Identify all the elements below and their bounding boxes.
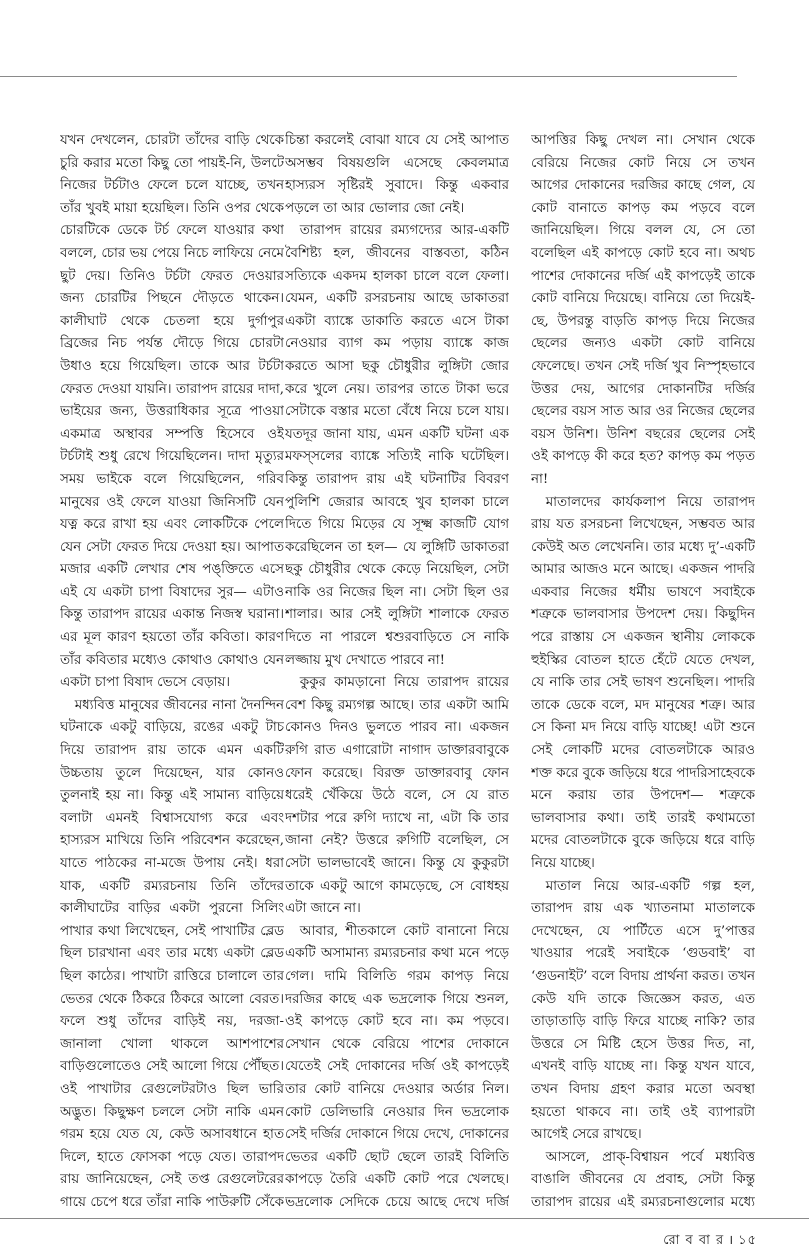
paragraph: যখন দেখলেন, চোরটা তাঁদের বাড়ি থেকে চুরি করার মতো কিছু তো পায়ই-নি, উলটে নিজের টর্চটাও ফেলে চলে যাচ্ছে, তখন তাঁর খুবই মায়া হয়েছিল। তিনি ওপর থেকে চোরটিকে ডেকে টর্চ ফেলে যাওয়ার কথা বললে, চোর ভয় পেয়ে নিচে লাফিয়ে নেমে ছুট দেয়। তিনিও টর্চটা ফেরত দেওয়ার জন্য চোরটির পিছনে দৌড়তে থাকেন। কালীঘাট থেকে চেতলা হয়ে দুর্গাপুর ব্রিজের নিচ পর্যন্ত দৌড়ে গিয়ে চোরটা উধাও হয়ে গিয়েছিল। তাকে আর টর্চটা ফেরত দেওয়া যায়নি। তারাপদ রায়ের দাদা, ভাইয়ের জন্য, উত্তরাধিকার সূত্রে পাওয়া একমাত্র অস্থাবর সম্পত্তি হিসেবে ওই টর্চটাই শুধু রেখে গিয়েছিলেন। দাদা মৃত্যুর সময় ভাইকে বলে গিয়েছিলেন, গরিব মানুষের ওই ফেলে যাওয়া জিনিসটি যেন যত্ন করে রাখা হয় এবং লোকটিকে পেলে যেন সেটা ফেরত দিয়ে দেওয়া হয়। আপাত মজার একটি লেখার শেষ পঙ্‌ক্তিতে এসে এই যে একটা চাপা বিষাদের সুর— এটাও কিন্তু তারাপদ রায়ের একান্ত নিজস্ব ঘরানা। এর মূল কারণ হয়তো তাঁর কবিতা। কারণ তাঁর কবিতার মধ্যেও কোথাও কোথাও যেন একটা চাপা বিষাদ ভেসে বেড়ায়। [60,133,284,691]
text-column-3 [531,130,755,1210]
text-column-1 [60,130,284,1210]
bottom-rule [0,1218,809,1219]
page-footer [663,1230,757,1252]
page-number: ১৫ [738,1233,757,1248]
paragraph: চিন্তা করলেই বোঝা যাবে যে সেই আপাত অসম্ভব বিষয়গুলি এসেছে কেবলমাত্র হাস্যরস সৃষ্টিরই সুবাদে। কিন্তু একবার পড়লে তা আর ভোলার জো নেই। [285,133,509,216]
paragraph: তারাপদ রায়ের রম্যগদ্যের আর-একটি বৈশিষ্ট্য হল, জীবনের বাস্তবতা, কঠিন সত্যিকে একদম হালকা চালে বলে ফেলা। যেমন, একটি রসরচনায় আছে ডাকাতরা একটা ব্যাঙ্কে ডাকাতি করতে এসে টাকা নেওয়ার ব্যাগ কম পড়ায় ব্যাঙ্কে কাজ করতে আসা ছকু চৌধুরীর লুঙ্গিটা জোর করে খুলে নেয়। তারপর তাতে টাকা ভরে সেটাকে বস্তার মতো বেঁধে নিয়ে চলে যায়। যতদূর জানা যায়, এমন একটি ঘটনা এক মফস্সলের ব্যাঙ্কে সত্যিই নাকি ঘটেছিল। কিন্তু তারাপদ রায় এই ঘটনাটির বিবরণ পুলিশি জেরার আবহে খুব হালকা চালে দিতে গিয়ে মিড়ের যে সূক্ষ্ম কাজটি যোগ করেছিলেন তা হল— যে লুঙ্গিটি ডাকাতরা ছকু চৌধুরীর থেকে কেড়ে নিয়েছিল, সেটা নাকি ওর নিজের ছিল না। সেটা ছিল ওর শালার। আর সেই লুঙ্গিটা শালাকে ফেরত দিতে না পারলে শ্বশুরবাড়িতে সে নাকি লজ্জায় মুখ দেখাতে পারবে না! [285,223,509,668]
paragraph: আপত্তির কিছু দেখল না। সেখান থেকে বেরিয়ে নিজের কোট নিয়ে সে তখন আগের দোকানের দরজির কাছে গেল, যে কোট বানাতে কাপড় কম পড়বে বলে জানিয়েছিল। গিয়ে বলল যে, সে তো বলেছিল এই কাপড়ে কোট হবে না। অথচ পাশের দোকানের দর্জি এই কাপড়েই তাকে কোট বানিয়ে দিয়েছে। বানিয়ে তো দিয়েই-ছে, উপরন্তু বাড়তি কাপড় দিয়ে নিজের ছেলের জন্যও একটা কোট বানিয়ে ফেলেছে। তখন সেই দর্জি খুব নিস্পৃহভাবে উত্তর দেয়, আগের দোকানটির দর্জির ছেলের বয়স সাত আর ওর নিজের ছেলের বয়স উনিশ। উনিশ বছরের ছেলের সেই ওই কাপড়ে কী করে হত? কাপড় কম পড়ত না! [531,133,755,487]
top-rule [0,76,737,77]
paragraph: আবার, শীতকালে কোট বানানো নিয়ে একটি অসামান্য রম্যরচনার কথা মনে পড়ে গেল। দামি বিলিতি গরম কাপড় নিয়ে দরজির কাছে এক ভদ্রলোক গিয়ে শুনল, ওই কাপড়ে কোট হবে না। কম পড়বে। সেখান থেকে বেরিয়ে পাশের দোকানে যেতেই সেই দোকানের দর্জি ওই কাপড়েই তার কোট বানিয়ে দেওয়ার অর্ডার নিল। কোট ডেলিভারি নেওয়ার দিন ভদ্রলোক সেই দর্জির দোকানে গিয়ে দেখে, দোকানের ভেতর একটি ছোট ছেলে তারই বিলিতি কাপড়ে তৈরি একটি কোট পরে খেলছে। ভদ্রলোক সেদিকে চেয়ে আছে দেখে দর্জি [285,923,509,1210]
paragraph: মাতাল নিয়ে আর-একটি গল্প হল, তারাপদ রায় এক খ্যাতনামা মাতালকে দেখেছেন, যে পার্টিতে এসে দু’পাত্তর খাওয়ার পরেই সবাইকে ‘গুডবাই’ বা ‘গুডনাইট’ বলে বিদায় প্রার্থনা করত। তখন কেউ যদি তাকে জিজ্ঞেস করত, এত তাড়াতাড়ি বাড়ি ফিরে যাচ্ছে নাকি? তার উত্তরে সে মিষ্টি হেসে উত্তর দিত, না, এখনই বাড়ি যাচ্ছে না। কিন্তু যখন যাবে, তখন বিদায় গ্রহণ করার মতো অবস্থা হয়তো থাকবে না। তাই ওই ব্যাপারটা আগেই সেরে রাখছে। [531,878,755,1143]
paragraph: কুকুর কামড়ানো নিয়ে তারাপদ রায়ের বেশ কিছু রম্যগল্প আছে। তার একটা আমি কোনও দিনও ভুলতে পারব না। একজন রুগি রাত এগারোটা নাগাদ ডাক্তারবাবুকে ফোন করেছে। বিরক্ত ডাক্তারবাবু ফোন ধরেই খেঁকিয়ে উঠে বলে, সে যে রাত দশটার পরে রুগি দ্যাখে না, এটা কি তার জানা নেই? উত্তরে রুগিটি বলেছিল, সে সেটা ভালভাবেই জানে। কিন্তু যে কুকুরটা তাকে একটু আগে কামড়েছে, সে বোধহয় এটা জানে না। [285,675,509,917]
text-column-2 [285,130,509,1210]
magazine-name: রো ব বা র [663,1233,725,1248]
paragraph: মধ্যবিত্ত মানুষের জীবনের নানা দৈনন্দিন ঘটনাকে একটু বাড়িয়ে, রঙের একটু টাচ দিয়ে তারাপদ রায় তাকে এমন একটি উচ্চতায় তুলে দিয়েছেন, যার কোনও তুলনাই হয় না। কিন্তু এই সামান্য বাড়িয়ে বলাটা এমনই বিশ্বাসযোগ্য করে এবং হাস্যরস মাখিয়ে তিনি পরিবেশন করেছেন, যাতে পাঠকের না-মজে উপায় নেই। ধরা যাক, একটি রম্যরচনায় তিনি তাঁদের কালীঘাটের বাড়ির একটা পুরনো সিলিং পাখার কথা লিখেছেন, সেই পাখাটির ব্লেড ছিল চারখানা এবং তার মধ্যে একটা ব্লেড ছিল কাঠের। পাখাটা রাত্তিরে চালালে তার ভেতর থেকে ঠিকরে ঠিকরে আলো বেরত। ফলে শুধু তাঁদের বাড়িই নয়, দরজা-জানালা খোলা থাকলে আশপাশের বাড়িগুলোতেও সেই আলো গিয়ে পৌঁছত। ওই পাখাটার রেগুলেটরটাও ছিল ভারি অদ্ভুত। কিছুক্ষণ চললে সেটা নাকি এমন গরম হয়ে যেত যে, কেউ অসাবধানে হাত দিলে, হাতে ফোসকা পড়ে যেত। তারাপদ রায় জানিয়েছেন, সেই তপ্ত রেগুলেটরের গায়ে চেপে ধরে তাঁরা নাকি পাউরুটি সেঁকে [60,697,284,1210]
paragraph: আসলে, প্রাক্-বিশ্বায়ন পর্বে মধ্যবিত্ত বাঙালি জীবনের যে প্রবাহ, সেটা কিন্তু তারাপদ রায়ের এই রম্যরচনাগুলোর মধ্যে [531,1149,755,1210]
footer-separator: । [728,1233,735,1248]
paragraph: মাতালদের কার্যকলাপ নিয়ে তারাপদ রায় যত রসরচনা লিখেছেন, সম্ভবত আর কেউই অত লেখেননি। তার মধ্যে দু’-একটি আমার আজও মনে আছে। একজন পাদরি একবার নিজের ধর্মীয় ভাষণে সবাইকে শত্রুকে ভালবাসার উপদেশ দেয়। কিছুদিন পরে রাস্তায় সে একজন স্থানীয় লোককে হুইস্কির বোতল হাতে হেঁটে যেতে দেখল, যে নাকি তার সেই ভাষণ শুনেছিল। পাদরি তাকে ডেকে বলে, মদ মানুষের শত্রু। আর সে কিনা মদ নিয়ে বাড়ি যাচ্ছে! এটা শুনে সেই লোকটি মদের বোতলটাকে আরও শক্ত করে বুকে জড়িয়ে ধরে পাদরিসাহেবকে মনে করায় তার উপদেশ— শত্রুকে ভালবাসার কথা। তাই তারই কথামতো মদের বোতলটাকে বুকে জড়িয়ে ধরে বাড়ি নিয়ে যাচ্ছে। [531,494,755,871]
